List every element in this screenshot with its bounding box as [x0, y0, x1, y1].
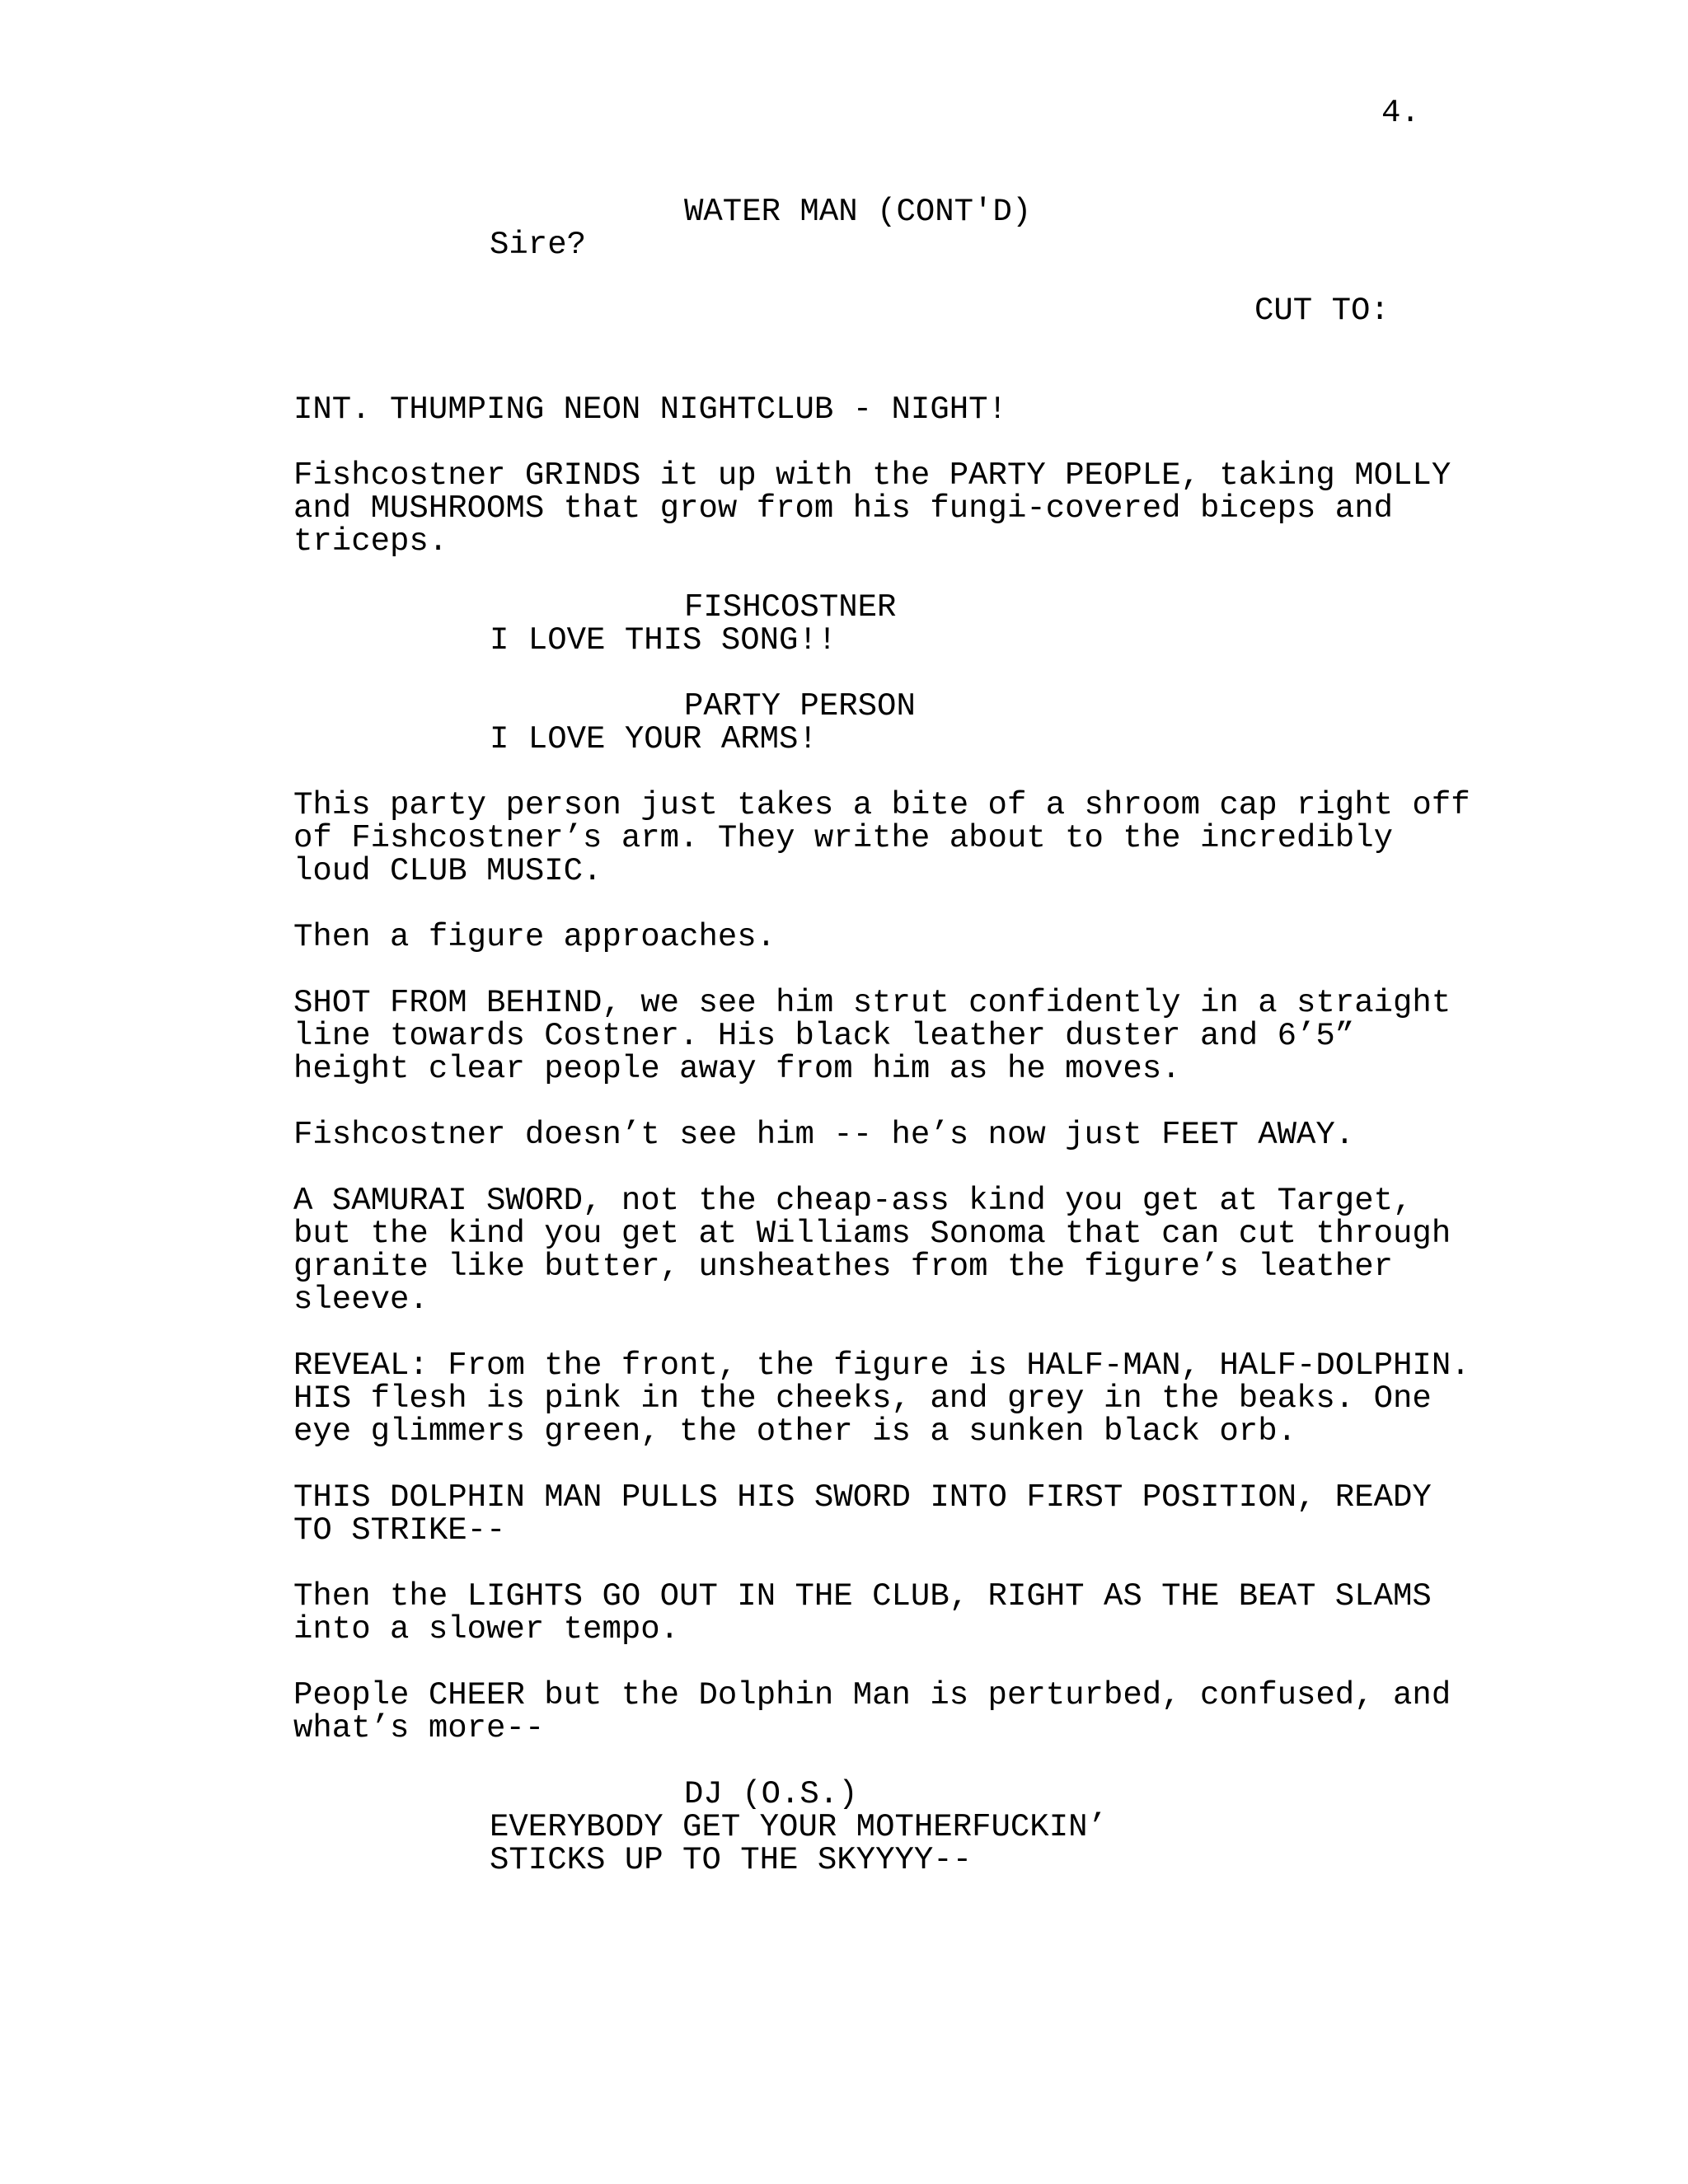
action-line: eye glimmers green, the other is a sunken black orb. — [293, 1413, 1296, 1450]
action-line: granite like butter, unsheathes from the figure’s leather — [293, 1249, 1394, 1285]
page-number: 4. — [1381, 95, 1420, 131]
action-line: THIS DOLPHIN MAN PULLS HIS SWORD INTO FIRST POSITION, READY — [293, 1479, 1432, 1516]
action-line: Fishcostner doesn’t see him -- he’s now just FEET AWAY. — [293, 1117, 1355, 1153]
action-line: Fishcostner GRINDS it up with the PARTY PEOPLE, taking MOLLY — [293, 457, 1451, 494]
action-line: but the kind you get at Williams Sonoma that can cut through — [293, 1216, 1451, 1252]
script-content — [293, 195, 1480, 1877]
action-line: A SAMURAI SWORD, not the cheap-ass kind you get at Target, — [293, 1183, 1413, 1219]
dialogue-line: STICKS UP TO THE SKYYYY-- — [490, 1842, 973, 1878]
action-line: height clear people away from him as he moves. — [293, 1051, 1181, 1087]
action-line: of Fishcostner’s arm. They writhe about to the incredibly — [293, 820, 1394, 856]
action-line: This party person just takes a bite of a shroom cap right off — [293, 787, 1470, 823]
action-block — [293, 1118, 1480, 1151]
dialogue-line: I LOVE YOUR ARMS! — [490, 721, 818, 757]
action-line: People CHEER but the Dolphin Man is perturbed, confused, and — [293, 1677, 1451, 1713]
dialogue-line: EVERYBODY GET YOUR MOTHERFUCKIN’ — [490, 1809, 1107, 1845]
action-line: triceps. — [293, 523, 448, 560]
action-line: sleeve. — [293, 1282, 429, 1318]
character-name: DJ (O.S.) — [684, 1776, 858, 1812]
action-line: Then a figure approaches. — [293, 919, 776, 955]
action-line: HIS flesh is pink in the cheeks, and grey in the beaks. One — [293, 1380, 1432, 1417]
character-name: PARTY PERSON — [684, 688, 916, 724]
action-line: into a slower tempo. — [293, 1611, 680, 1647]
scene-heading: INT. THUMPING NEON NIGHTCLUB - NIGHT! — [293, 391, 1007, 428]
action-block — [293, 1481, 1480, 1547]
action-block — [293, 1184, 1480, 1316]
action-block — [293, 459, 1480, 558]
transition: CUT TO: — [1254, 293, 1390, 329]
action-block — [293, 1679, 1480, 1745]
action-line: Then the LIGHTS GO OUT IN THE CLUB, RIGHT AS THE BEAT SLAMS — [293, 1578, 1432, 1615]
action-line: and MUSHROOMS that grow from his fungi-covered biceps and — [293, 490, 1394, 527]
dialogue-line: I LOVE THIS SONG!! — [490, 622, 837, 658]
action-line: REVEAL: From the front, the figure is HALF-MAN, HALF-DOLPHIN. — [293, 1347, 1470, 1384]
action-line: TO STRIKE-- — [293, 1512, 506, 1549]
action-line: line towards Costner. His black leather duster and 6’5” — [293, 1018, 1355, 1054]
character-name: WATER MAN (CONT'D) — [684, 194, 1032, 230]
action-line: what’s more-- — [293, 1710, 545, 1746]
dialogue-line: Sire? — [490, 227, 587, 263]
action-line: loud CLUB MUSIC. — [293, 853, 603, 889]
action-block — [293, 1580, 1480, 1646]
action-line: SHOT FROM BEHIND, we see him strut confidently in a straight — [293, 985, 1451, 1021]
action-block — [293, 1349, 1480, 1448]
action-block — [293, 789, 1480, 888]
action-block — [293, 987, 1480, 1085]
action-block — [293, 921, 1480, 954]
character-name: FISHCOSTNER — [684, 589, 897, 626]
